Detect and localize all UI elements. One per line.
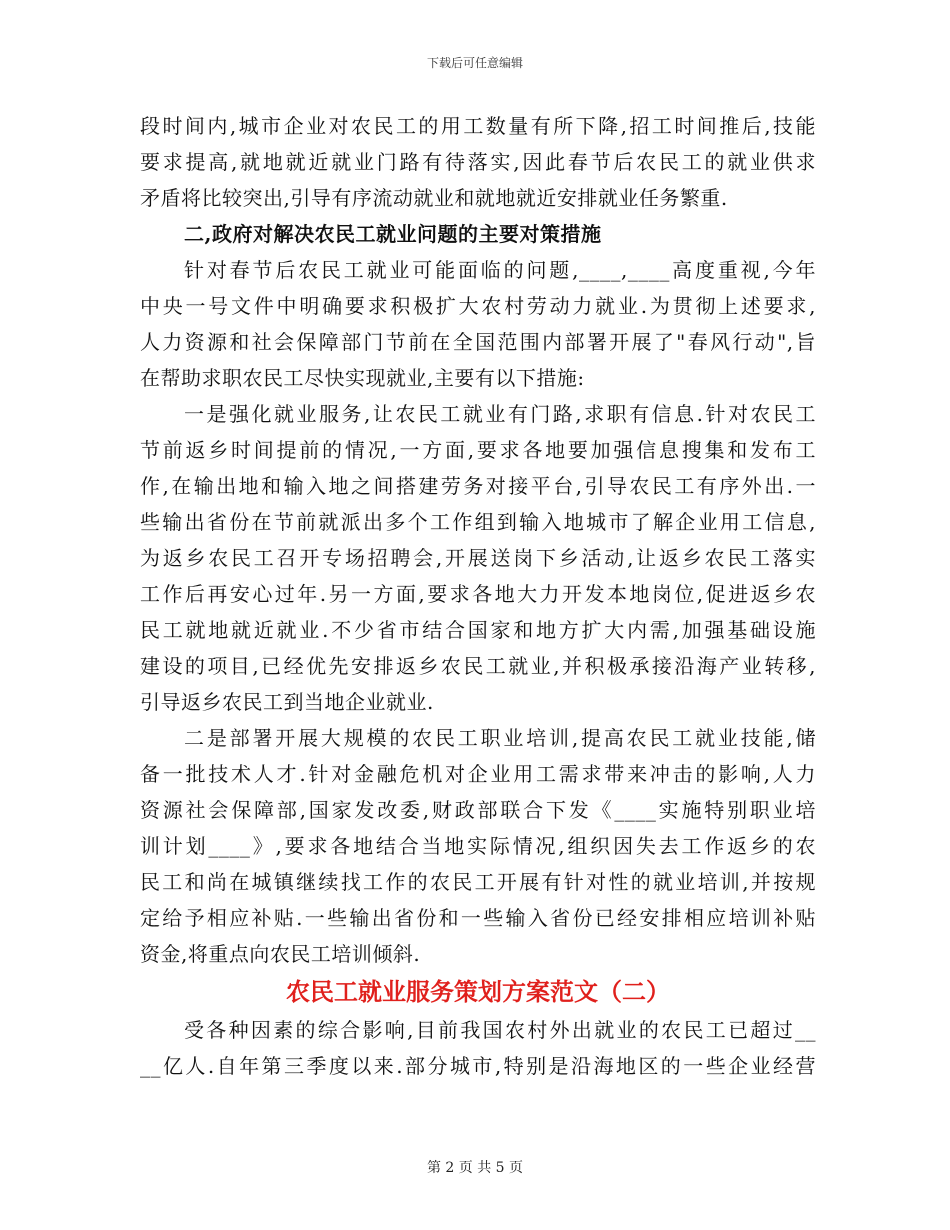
text-line: 二是部署开展大规模的农民工职业培训,提高农民工就业技能,储 <box>184 726 816 750</box>
text-line: 资金,将重点向农民工培训倾斜. <box>140 942 421 966</box>
section-title: 农民工就业服务策划方案范文（二） <box>286 978 670 1006</box>
text-line: 作,在输出地和输入地之间搭建劳务对接平台,引导农民工有序外出.一 <box>140 474 816 498</box>
page-header: 下载后可任意编辑 <box>426 56 523 70</box>
document-body <box>140 108 816 1084</box>
text-line: 民工就地就近就业.不少省市结合国家和地方扩大内需,加强基础设施 <box>140 618 816 642</box>
section-heading: 二,政府对解决农民工就业问题的主要对策措施 <box>184 222 602 246</box>
text-line: 备一批技术人才.针对金融危机对企业用工需求带来冲击的影响,人力 <box>140 762 816 786</box>
text-line: 矛盾将比较突出,引导有序流动就业和就地就近安排就业任务繁重. <box>140 186 728 210</box>
text-line: 建设的项目,已经优先安排返乡农民工就业,并积极承接沿海产业转移, <box>140 654 816 678</box>
text-line: __亿人.自年第三季度以来.部分城市,特别是沿海地区的一些企业经营 <box>140 1054 816 1078</box>
text-line: 要求提高,就地就近就业门路有待落实,因此春节后农民工的就业供求 <box>140 150 816 174</box>
text-line: 为返乡农民工召开专场招聘会,开展送岗下乡活动,让返乡农民工落实 <box>140 546 816 570</box>
text-line: 针对春节后农民工就业可能面临的问题,____,____高度重视,今年 <box>184 258 816 282</box>
text-line: 段时间内,城市企业对农民工的用工数量有所下降,招工时间推后,技能 <box>140 114 816 138</box>
text-line: 在帮助求职农民工尽快实现就业,主要有以下措施: <box>140 366 585 390</box>
text-line: 人力资源和社会保障部门节前在全国范围内部署开展了"春风行动",旨 <box>140 330 816 354</box>
text-line: 训计划____》,要求各地结合当地实际情况,组织因失去工作返乡的农 <box>140 834 816 858</box>
text-line: 受各种因素的综合影响,目前我国农村外出就业的农民工已超过__ <box>184 1018 816 1042</box>
text-line: 节前返乡时间提前的情况,一方面,要求各地要加强信息搜集和发布工 <box>140 438 816 462</box>
text-line: 些输出省份在节前就派出多个工作组到输入地城市了解企业用工信息, <box>140 510 816 534</box>
text-line: 中央一号文件中明确要求积极扩大农村劳动力就业.为贯彻上述要求, <box>140 294 816 318</box>
text-line: 资源社会保障部,国家发改委,财政部联合下发《____实施特别职业培 <box>140 798 816 822</box>
text-line: 民工和尚在城镇继续找工作的农民工开展有针对性的就业培训,并按规 <box>140 870 816 894</box>
text-line: 定给予相应补贴.一些输出省份和一些输入省份已经安排相应培训补贴 <box>140 906 816 930</box>
text-line: 引导返乡农民工到当地企业就业. <box>140 690 434 714</box>
page-footer: 第 2 页 共 5 页 <box>426 1160 524 1176</box>
text-line: 一是强化就业服务,让农民工就业有门路,求职有信息.针对农民工 <box>184 402 816 426</box>
text-line: 工作后再安心过年.另一方面,要求各地大力开发本地岗位,促进返乡农 <box>140 582 816 606</box>
